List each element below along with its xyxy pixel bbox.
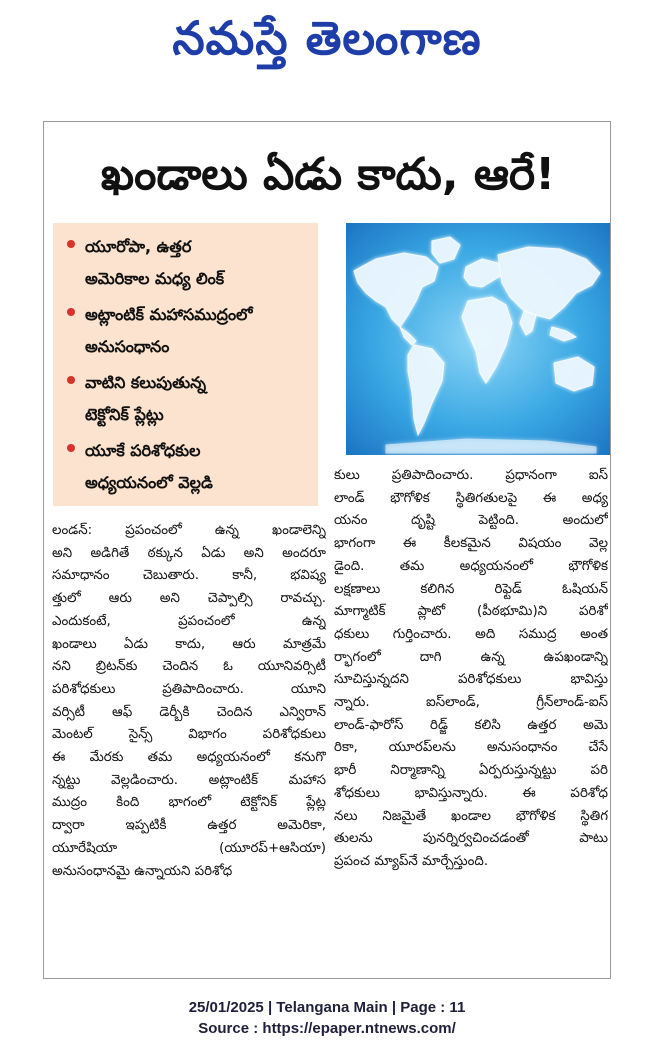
article-body-right-column bbox=[334, 465, 608, 874]
article-text-line: రికా, యూరప్‌లను అనుసంధానం చేసే bbox=[334, 740, 608, 756]
world-map-image bbox=[346, 223, 611, 455]
article-clipping bbox=[43, 121, 611, 979]
article-text-line: ప్రపంచ మ్యాప్‌నే మార్చేస్తుంది. bbox=[334, 853, 489, 869]
article-text-line: ర్భాగంలో దాగి ఉన్న ఉపఖండాన్ని bbox=[334, 649, 608, 665]
article-text-line: సమాధానం చెబుతారు. కానీ, భవిష్య bbox=[52, 568, 326, 584]
article-text-line: ముద్రం కింది భాగంలో టెక్టోనిక్ ప్లేట్ల bbox=[52, 795, 326, 811]
highlights-list bbox=[67, 231, 310, 499]
article-text-line: పరిశోధకులు ప్రతిపాదించారు. యూని bbox=[52, 681, 326, 697]
highlight-line: అధ్యయనంలో వెల్లడి bbox=[85, 473, 213, 492]
article-text-line: వర్సిటీ ఆఫ్ డెర్బీకి చెందిన ఎన్విరాన్ bbox=[52, 704, 326, 720]
article-headline: ఖండాలు ఏడు కాదు, ఆరే! bbox=[100, 149, 556, 200]
highlight-item bbox=[67, 299, 310, 363]
article-text-line: నని బ్రిటన్‌కు చెందిన ఓ యూనివర్సిటీ bbox=[52, 659, 326, 675]
article-text-line: నలు నిజమైతే ఖండాల భౌగోళిక స్థితిగ bbox=[334, 808, 608, 824]
article-text-line: లండన్: ప్రపంచంలో ఉన్న ఖండాలెన్ని bbox=[52, 523, 326, 538]
article-text-line: త్తులో ఆరు అని చెప్పాల్సి రావచ్చు. bbox=[52, 591, 326, 607]
article-text-line: అనుసంధానమై ఉన్నాయని పరిశోధ bbox=[52, 863, 233, 879]
article-text-line: శోధకులు భావిస్తున్నారు. ఈ పరిశోధ bbox=[334, 785, 608, 801]
article-text-line: సూచిస్తున్నదని పరిశోధకులు భావిస్తు bbox=[334, 672, 608, 688]
footer-page-info: 25/01/2025 | Telangana Main | Page : 11 bbox=[188, 999, 466, 1016]
article-text-line: మెంటల్ సైన్స్ విభాగం పరిశోధకులు bbox=[52, 727, 326, 743]
article-text-line: భారీ నిర్మాణాన్ని ఏర్పరుస్తున్నట్టు పరి bbox=[334, 763, 608, 779]
highlight-line: యూకే పరిశోధకుల bbox=[85, 441, 201, 460]
article-text-line: అని అడిగితే ఠక్కున ఏడు అని అందరూ bbox=[52, 545, 326, 561]
highlight-item bbox=[67, 367, 310, 431]
highlight-item bbox=[67, 231, 310, 295]
newspaper-masthead: నమస్తే తెలంగాణ bbox=[172, 11, 482, 65]
article-text-line: న్నారు. ఐస్‌లాండ్, గ్రీన్‌లాండ్-ఐస్ bbox=[334, 695, 608, 711]
article-text-line: లాండ్ భౌగోళిక స్థితిగతులపై ఈ అధ్య bbox=[334, 490, 608, 506]
highlight-line: యూరోపా, ఉత్తర bbox=[85, 237, 192, 256]
article-body-left-column bbox=[52, 520, 326, 883]
highlight-line: వాటిని కలుపుతున్న bbox=[85, 373, 207, 392]
article-text-line: భాగంగా ఈ కీలకమైన విషయం వెల్ల bbox=[334, 536, 608, 552]
article-text-line: ఈ మేరకు తమ అధ్యయనంలో కనుగొ bbox=[52, 750, 326, 766]
article-text-line: ద్వారా ఇప్పటికీ ఉత్తర అమెరికా, bbox=[52, 818, 326, 834]
article-text-line: ఖండాలు ఏడు కాదు, ఆరు మాత్రమే bbox=[52, 636, 326, 652]
article-text-line: డైంది. తమ అధ్యయనంలో భౌగోళిక bbox=[334, 558, 608, 574]
highlight-line: అనుసంధానం bbox=[85, 337, 170, 356]
bullet-dot-icon bbox=[67, 376, 75, 384]
article-text-line: యనం దృష్టి పెట్టింది. అందులో bbox=[334, 513, 608, 529]
highlight-line: అమెరికాల మధ్య లింక్ bbox=[85, 269, 225, 288]
highlight-line: అట్లాంటిక్ మహాసముద్రంలో bbox=[85, 305, 253, 324]
article-text-line: తులను పునర్నిర్వచించడంతో పాటు bbox=[334, 831, 608, 847]
world-map-icon bbox=[346, 223, 611, 455]
article-text-line: లాండ్-ఫారోస్ రిడ్జ్ కలిసి ఉత్తర అమె bbox=[334, 717, 608, 733]
footer-source: Source : https://epaper.ntnews.com/ bbox=[198, 1020, 456, 1037]
article-text-line: లక్షణాలు కలిగిన రిఫ్టెడ్ ఓషియన్ bbox=[334, 581, 608, 597]
article-text-line: కులు ప్రతిపాదించారు. ప్రధానంగా ఐస్ bbox=[334, 468, 608, 483]
highlights-box bbox=[53, 223, 318, 506]
article-text-line: ఎందుకంటే, ప్రపంచంలో ఉన్న bbox=[52, 613, 326, 629]
highlight-line: టెక్టోనిక్ ప్లేట్లు bbox=[85, 405, 164, 424]
highlight-item bbox=[67, 435, 310, 499]
article-text-line: న్నట్టు వెల్లడించారు. అట్లాంటిక్ మహాస bbox=[52, 772, 326, 788]
bullet-dot-icon bbox=[67, 240, 75, 248]
bullet-dot-icon bbox=[67, 444, 75, 452]
article-text-line: మాగ్మాటిక్ ప్లాటో (పీఠభూమి)ని పరిశో bbox=[334, 604, 608, 620]
article-text-line: ధకులు గుర్తించారు. అది సముద్ర అంత bbox=[334, 626, 608, 642]
bullet-dot-icon bbox=[67, 308, 75, 316]
article-text-line: యూరేషియా (యూరప్+ఆసియా) bbox=[52, 840, 326, 856]
